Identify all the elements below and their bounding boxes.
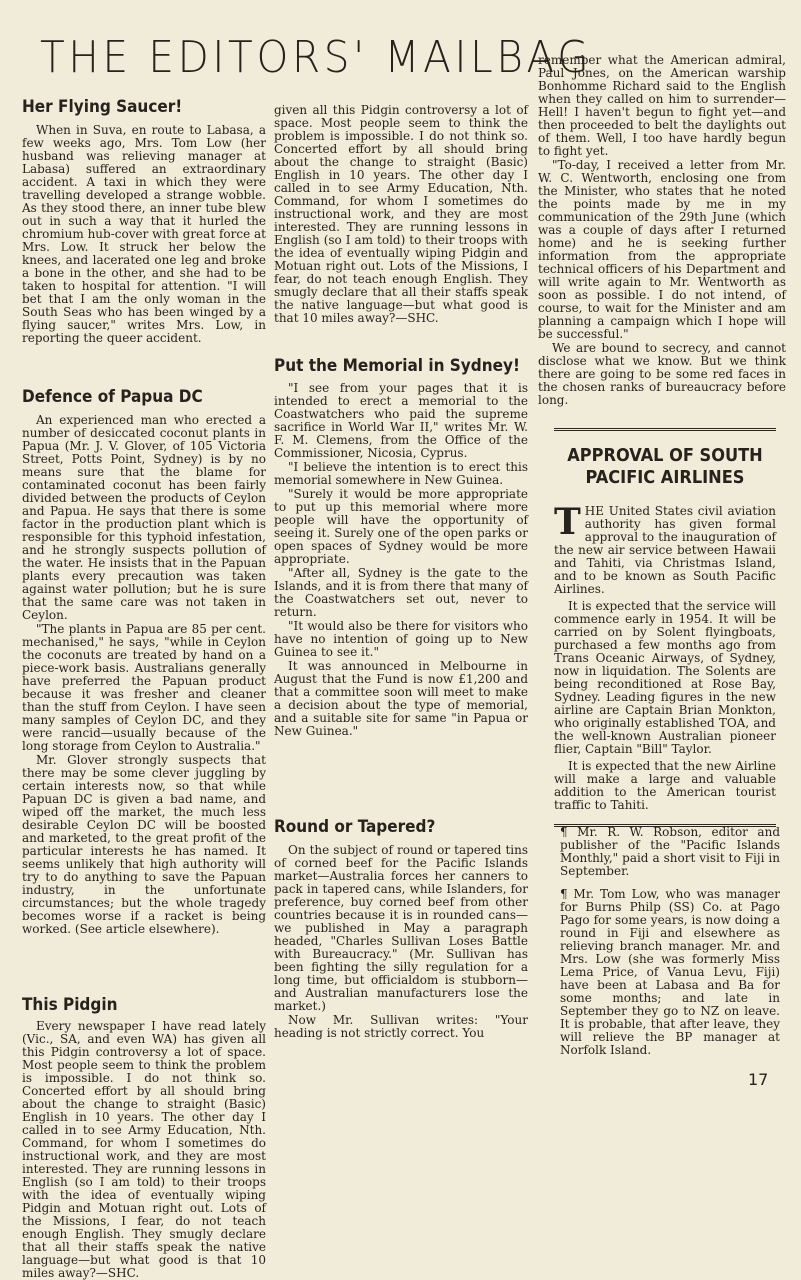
drop-cap: T <box>554 501 581 543</box>
article-paragraph: It was announced in Melbourne in August that the Fund is now £1,200 and that a committee soon will meet to make a decision about the type of memorial, and a suitable site for same "in Papua or New Guinea." <box>274 659 528 738</box>
airlines-lead-paragraph <box>554 501 776 596</box>
pidgin-continued <box>274 104 528 325</box>
tapered-continued <box>538 54 786 407</box>
article-paragraph: remember what the American admiral, Paul Jones, on the American warship Bonhomme Richard said to the English when they called on him to surrender—Hell! I haven't begun to fight yet—and then proceeded to belt the daylights out of them. Well, I too have hardly begun to fight yet. <box>538 53 786 158</box>
article-paragraph: "The plants in Papua are 85 per cent. mechanised," he says, "while in Ceylon the coconuts are treated by hand on a piece-work basis. Australians generally have preferred the Papuan product because it was fresher and cleaner than the stuff from Ceylon. I have seen many samples of Ceylon DC, and they were rancid—usually because of the long storage from Ceylon to Australia." <box>22 622 266 753</box>
article-pidgin <box>22 994 266 1022</box>
article-paragraph: When in Suva, en route to Labasa, a few weeks ago, Mrs. Tom Low (her husband was relieving manager at Labasa) suffered an extraordinary accident. A taxi in which they were travelling developed a strange wobble. As they stood there, an inner tube blew out in such a way that it hurled the chromium hub-cover with great force at Mrs. Low. It struck her below the knees, and lacerated one leg and broke a bone in the other, and she had to be taken to hospital for attention. "I will bet that I am the only woman in the South Seas who has been winged by a flying saucer," writes Mrs. Low, in reporting the queer accident. <box>22 123 266 345</box>
article-paragraph: "Surely it would be more appropriate to put up this memorial where more people will have the opportunity of seeing it. Surely one of the open parks or open spaces of Sydney would be more appropriate. <box>274 487 528 566</box>
article-paragraph: "It would also be there for visitors who have no intention of going up to New Guinea to see it." <box>274 619 528 659</box>
article-memorial <box>274 356 528 738</box>
article-round-or-tapered <box>274 816 528 1040</box>
note-paragraph: ¶ Mr. R. W. Robson, editor and publisher of the "Pacific Islands Monthly," paid a short visit to Fiji in September. <box>560 825 780 878</box>
news-note <box>560 888 780 1057</box>
news-note <box>560 826 780 878</box>
article-paragraph: Mr. Glover strongly suspects that there may be some clever juggling by certain interests now, so that while Papuan DC is given a bad name, and wiped off the market, the much less desirable Ceylon DC will be boosted and marketed, to the great profit of the particular interests he has named. It seems unlikely that high authority will try to do anything to save the Papuan industry, in the unfortunate circumstances; but the whole tragedy becomes worse if a racket is being worked. (See article elsewhere). <box>22 753 266 936</box>
article-paragraph: We are bound to secrecy, and cannot disclose what we know. But we think there are going to be some red faces in the chosen ranks of bureaucracy before long. <box>538 341 786 407</box>
article-paragraph-continued: given all this Pidgin controversy a lot of space. Most people seem to think the problem is impossible. I do not think so. Concerted effort by all should bring about the change to straight (Basic) English in 10 years. The other day I called in to see Army Education, Nth. Command, for whom I sometimes do instructional work, and they are most interested. They are running lessons in English (so I am told) to their troops with the idea of eventually wiping Pidgin and Motuan right out. Lots of the Missions, I fear, do not teach enough English. They smugly declare that all their staffs speak the native language—but what good is that 10 miles away?—SHC. <box>274 103 528 325</box>
article-paragraph: "After all, Sydney is the gate to the Islands, and it is from there that many of the Coastwatchers set out, never to return. <box>274 566 528 619</box>
article-paragraph: It is expected that the service will commence early in 1954. It will be carried on by Solent flyingboats, purchased a few months ago from Trans Oceanic Airways, of Sydney, now in liquidation. The Solents are being reconditioned at Rose Bay, Sydney. Leading figures in the new airline are Captain Brian Monkton, who originally established TOA, and the well-known Australian pioneer flier, Captain "Bill" Taylor. <box>554 599 776 756</box>
lead-text: HE United States civil aviation authority has given formal approval to the inauguration of the new air service between Hawaii and Tahiti, via Christmas Island, and to be known as South Pacific Airlines. <box>554 504 776 596</box>
article-heading: Put the Memorial in Sydney! <box>274 356 520 376</box>
article-paragraph: On the subject of round or tapered tins of corned beef for the Pacific Islands market—Australia forces her canners to pack in tapered cans, while Islanders, for preference, buy corned beef from other countries because it is in rounded cans—we published in May a paragraph headed, "Charles Sullivan Loses Battle with Bureaucracy." (Mr. Sullivan has been fighting the silly regulation for a long time, but officialdom is stubborn—and Australian manufacturers lose the market.) <box>274 843 528 1013</box>
airlines-heading: APPROVAL OF SOUTH PACIFIC AIRLINES <box>567 445 763 488</box>
masthead-title: THE EDITORS' MAILBAG <box>40 32 593 83</box>
article-paragraph: "To-day, I received a letter from Mr. W. C. Wentworth, enclosing one from the Minister, who states that he noted the points made by me in my communication of the 29th June (which was a couple of days after I returned home) and he is seeking further information from the appropriate technical officers of his Department and will write again to Mr. Wentworth as soon as possible. I do not intend, of course, to wait for the Minister and am planning a campaign which I hope will be successful." <box>538 158 786 341</box>
article-paragraph: An experienced man who erected a number of desiccated coconut plants in Papua (Mr. J. V. Glover, of 105 Victoria Street, Potts Point, Sydney) is by no means sure that the blame for contaminated coconut has been fairly divided between the products of Ceylon and Papua. He says that there is some factor in the production plant which is responsible for this typhoid infestation, and he strongly suspects pollution of the water. He insists that in the Papuan plants every precaution was taken against water pollution; but he is sure that the same care was not taken in Ceylon. <box>22 413 266 622</box>
box-rule-top <box>554 428 776 431</box>
article-paragraph: Every newspaper I have read lately (Vic., SA, and even WA) has given all this Pidgin controversy a lot of space. Most people seem to think the problem is impossible. I do not think so. Concerted effort by all should bring about the change to straight (Basic) English in 10 years. The other day I called in to see Army Education, Nth. Command, for whom I sometimes do instructional work, and they are most interested. They are running lessons in English (so I am told) to their troops with the idea of eventually wiping Pidgin and Motuan right out. Lots of the Missions, I fear, do not teach enough English. They smugly declare that all their staffs speak the native language—but what good is that 10 miles away?—SHC. <box>22 1019 266 1280</box>
airlines-box <box>554 428 776 815</box>
article-heading: Her Flying Saucer! <box>22 97 183 117</box>
pidgin-body-start <box>22 1019 266 1280</box>
article-heading: Round or Tapered? <box>274 817 436 837</box>
note-paragraph: ¶ Mr. Tom Low, who was manager for Burns Philp (SS) Co. at Pago Pago for some years, is now doing a round in Fiji and elsewhere as relieving branch manager. Mr. and Mrs. Low (she was formerly Miss Lema Price, of Vanua Levu, Fiji) have been at Labasa and Ba for some months; and late in September they go to NZ on leave. It is probable, that after leave, they will relieve the BP manager at Norfolk Island. <box>560 887 780 1057</box>
article-paragraph: Now Mr. Sullivan writes: "Your heading is not strictly correct. You <box>274 1013 528 1040</box>
page-number: 17 <box>748 1070 769 1089</box>
article-paragraph: It is expected that the new Airline will make a large and valuable addition to the American tourist traffic to Tahiti. <box>554 759 776 812</box>
article-papua-dc <box>22 386 266 936</box>
article-heading: Defence of Papua DC <box>22 387 203 407</box>
article-paragraph: "I believe the intention is to erect this memorial somewhere in New Guinea. <box>274 460 528 487</box>
article-heading: This Pidgin <box>22 995 118 1015</box>
article-flying-saucer <box>22 96 266 345</box>
article-paragraph: "I see from your pages that it is intended to erect a memorial to the Coastwatchers who paid the supreme sacrifice in World War II," writes Mr. W. F. M. Clemens, from the Office of the Commissioner, Nicosia, Cyprus. <box>274 381 528 460</box>
